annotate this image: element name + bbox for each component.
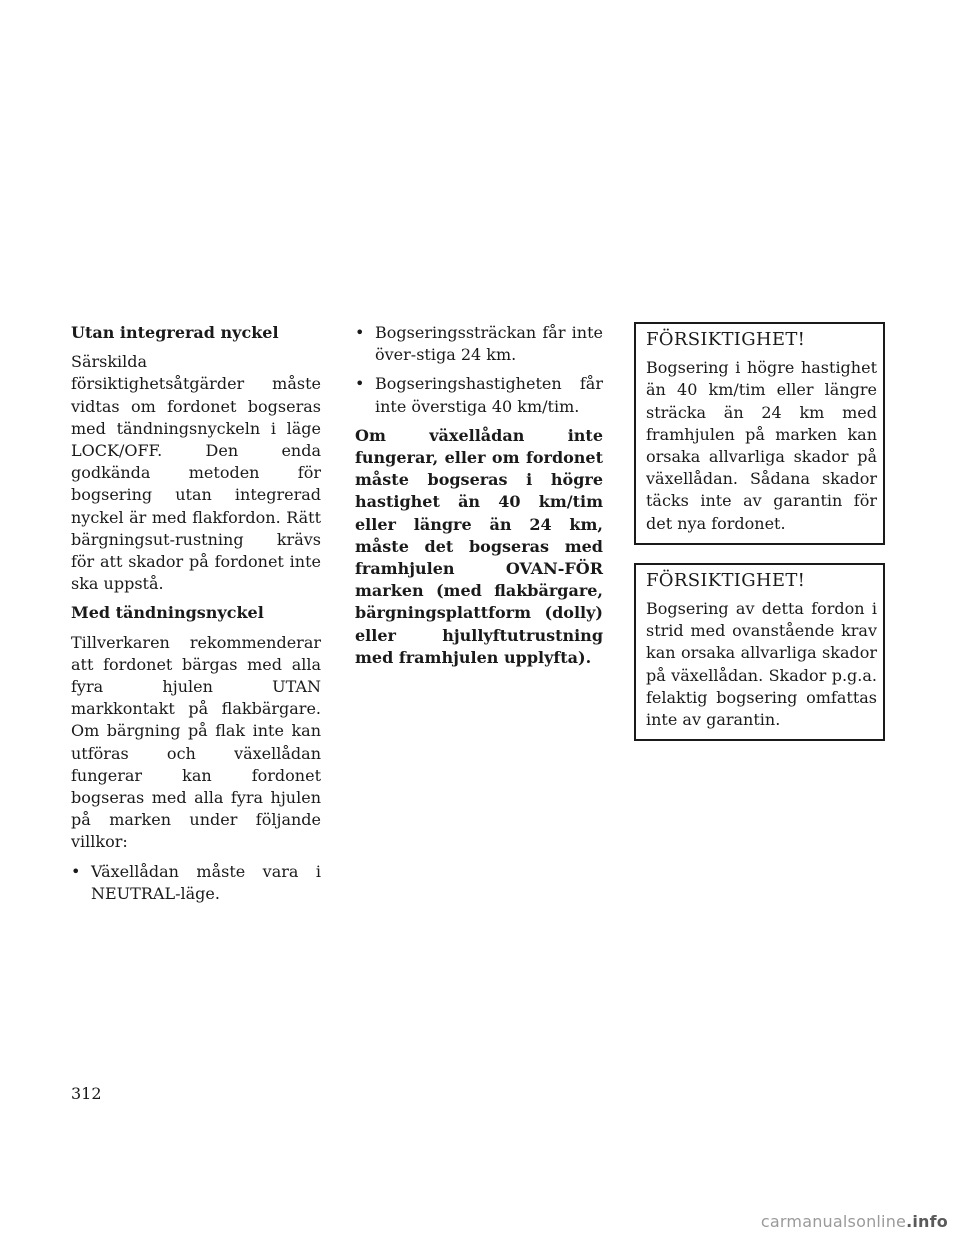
left-column: [71, 322, 321, 912]
bullet-icon: •: [355, 374, 365, 394]
heading-without-key: Utan integrerad nyckel: [71, 323, 279, 342]
list-item: • Bogseringshastigheten får inte överstiga 40 km/tim.: [355, 374, 603, 416]
right-column: [634, 322, 885, 759]
conditions-list-part1: [71, 861, 321, 905]
caution-text: Bogsering av detta fordon i strid med ovanstående krav kan orsaka allvarliga skador på växellådan. Skador p.g.a. felaktig bogsering omfattas inte av garantin.: [646, 599, 877, 730]
caution-title: FÖRSIKTIGHET!: [646, 569, 806, 591]
conditions-list-part2: [355, 322, 603, 418]
middle-column: [355, 322, 603, 676]
caution-text: Bogsering i högre hastighet än 40 km/tim eller längre sträcka än 24 km med framhjulen på marken kan orsaka allvarliga skador på växellådan. Sådana skador täcks inte av garantin för det nya fordonet.: [646, 358, 877, 533]
caution-box-1: [634, 322, 885, 545]
page-number: 312: [71, 1084, 102, 1103]
list-item: • Växellådan måste vara i NEUTRAL-läge.: [71, 861, 321, 903]
heading-with-key: Med tändningsnyckel: [71, 603, 264, 623]
footer-watermark: carmanualsonline.info: [760, 1212, 948, 1231]
bullet-icon: •: [355, 323, 365, 342]
paragraph-without-key: Särskilda försiktighetsåtgärder måste vidtas om fordonet bogseras med tändningsnyckeln i läge LOCK/OFF. Den enda godkända metoden för bogsering utan integrerad nyckel är med flakfordon. Rätt bärgningsut-rustning krävs för att skador på fordonet inte ska uppstå.: [71, 352, 321, 594]
transmission-failure-paragraph: Om växellådan inte fungerar, eller om fordonet måste bogseras i högre hastighet än 40 km/tim eller längre än 24 km, måste det bogseras med framhjulen OVAN-FÖR marken (med flakbärgare, bärgningsplattform (dolly) eller hjullyftutrustning med framhjulen upplyfta).: [355, 425, 603, 667]
bullet-icon: •: [71, 861, 81, 881]
caution-box-2: [634, 563, 885, 741]
caution-title: FÖRSIKTIGHET!: [646, 329, 806, 350]
list-item: • Bogseringssträckan får inte över-stiga 24 km.: [355, 323, 603, 365]
paragraph-with-key: Tillverkaren rekommenderar att fordonet bärgas med alla fyra hjulen UTAN markkontakt på flakbärgare. Om bärgning på flak inte kan utföras och växellådan fungerar kan fordonet bogseras med alla fyra hjulen på marken under följande villkor:: [71, 632, 321, 852]
